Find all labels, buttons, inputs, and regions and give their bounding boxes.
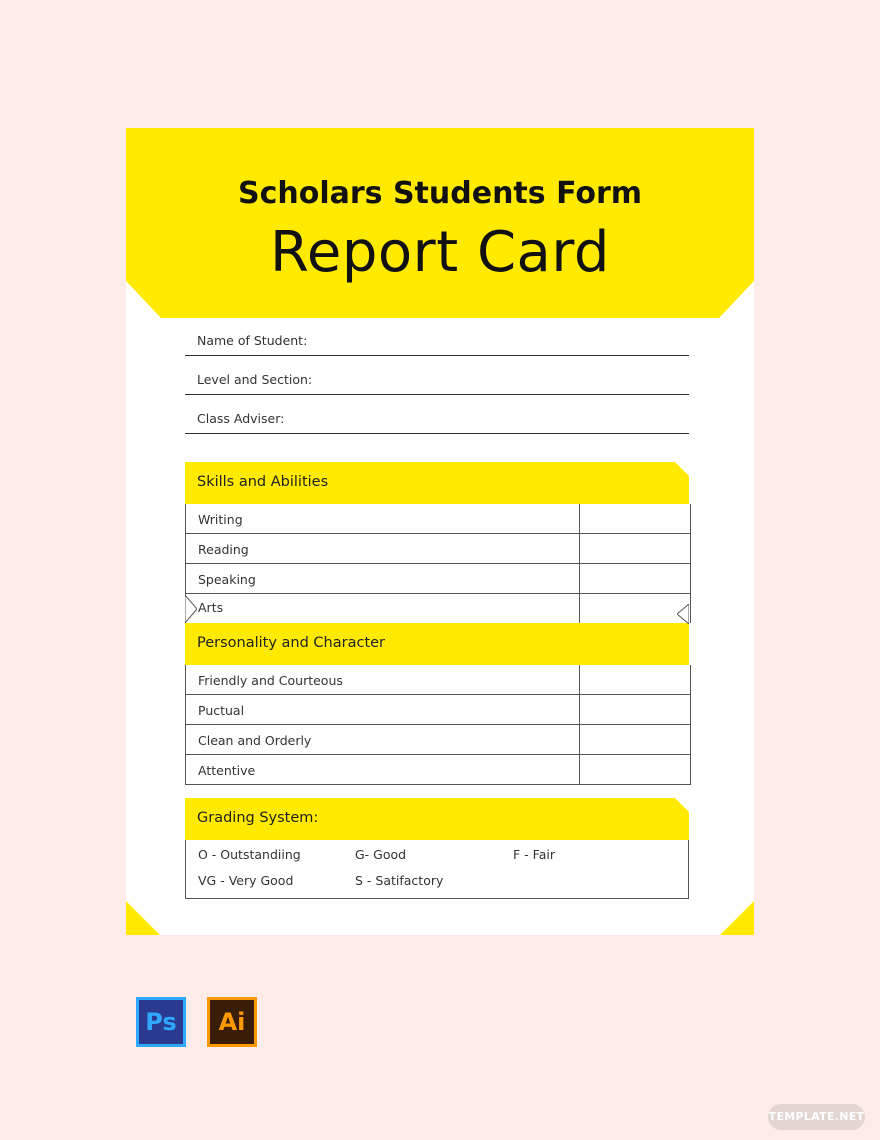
- table-row: [186, 665, 690, 695]
- field-label: Name of Student:: [197, 333, 308, 348]
- illustrator-icon: Ai: [207, 997, 257, 1047]
- table-row: [186, 564, 690, 594]
- photoshop-icon: Ps: [136, 997, 186, 1047]
- level-and-section-field[interactable]: [185, 366, 689, 395]
- section-title: Personality and Character: [197, 635, 386, 651]
- grade-cell[interactable]: [579, 755, 690, 784]
- corner-decoration-right: [720, 901, 754, 935]
- grade-key: S - Satifactory: [355, 873, 444, 888]
- grade-key: O - Outstandiing: [198, 847, 301, 862]
- name-of-student-field[interactable]: [185, 327, 689, 356]
- row-label: Puctual: [198, 703, 245, 718]
- grade-cell[interactable]: [579, 665, 690, 694]
- notch-left: [185, 595, 197, 623]
- table-row: [186, 594, 690, 623]
- grade-key: VG - Very Good: [198, 873, 294, 888]
- row-label: Arts: [198, 600, 224, 615]
- row-label: Clean and Orderly: [198, 733, 312, 748]
- section-title: Skills and Abilities: [197, 474, 329, 490]
- grade-cell[interactable]: [579, 725, 690, 754]
- personality-table: [185, 665, 691, 785]
- grade-cell[interactable]: [579, 695, 690, 724]
- table-row: [186, 725, 690, 755]
- watermark-badge: TEMPLATE.NET: [768, 1104, 865, 1130]
- row-label: Speaking: [198, 572, 256, 587]
- grade-cell[interactable]: [579, 504, 690, 533]
- row-label: Attentive: [198, 763, 256, 778]
- grading-legend: [185, 840, 689, 899]
- table-row: [186, 504, 690, 534]
- notch-right: [677, 604, 689, 624]
- grade-cell[interactable]: [579, 564, 690, 593]
- grading-section-header: [185, 798, 689, 840]
- row-label: Writing: [198, 512, 243, 527]
- grade-cell[interactable]: [579, 594, 690, 623]
- form-subtitle: Scholars Students Form: [237, 176, 643, 211]
- page-title: Report Card: [270, 220, 610, 285]
- table-row: [186, 534, 690, 564]
- personality-section-header: [185, 623, 689, 665]
- corner-decoration-left: [126, 901, 160, 935]
- row-label: Friendly and Courteous: [198, 673, 343, 688]
- grade-key: G- Good: [355, 847, 407, 862]
- section-title: Grading System:: [197, 810, 319, 826]
- table-row: [186, 755, 690, 785]
- table-row: [186, 695, 690, 725]
- grade-cell[interactable]: [579, 534, 690, 563]
- class-adviser-field[interactable]: [185, 405, 689, 434]
- field-label: Class Adviser:: [197, 411, 285, 426]
- field-label: Level and Section:: [197, 372, 313, 387]
- row-label: Reading: [198, 542, 249, 557]
- skills-section-header: [185, 462, 689, 504]
- grade-key: F - Fair: [513, 847, 555, 862]
- skills-table: [185, 504, 691, 623]
